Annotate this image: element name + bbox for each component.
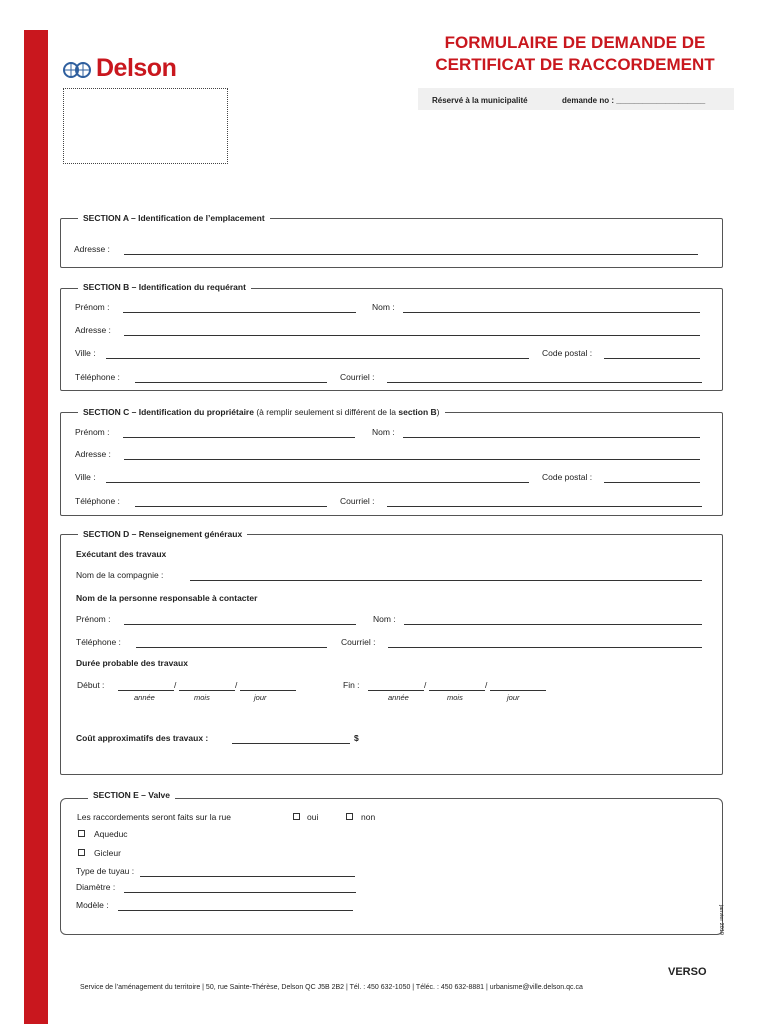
section-c-prenom-field[interactable] xyxy=(123,437,355,438)
section-b-nom-label: Nom : xyxy=(372,302,395,312)
section-b-nom-field[interactable] xyxy=(403,312,700,313)
section-b-telephone-field[interactable] xyxy=(135,382,327,383)
section-d-prenom-field[interactable] xyxy=(124,624,356,625)
section-c-prenom-label: Prénom : xyxy=(75,427,110,437)
stamp-box xyxy=(63,88,228,164)
modele-label: Modèle : xyxy=(76,900,109,910)
debut-annee-caption: année xyxy=(134,693,155,702)
fin-annee-caption: année xyxy=(388,693,409,702)
type-tuyau-field[interactable] xyxy=(140,876,355,877)
section-d-nom-label: Nom : xyxy=(373,614,396,624)
section-d-cout-field[interactable] xyxy=(232,743,350,744)
section-b-code-postal-label: Code postal : xyxy=(542,348,593,358)
section-a-title: SECTION A – Identification de l’emplacement xyxy=(78,212,270,224)
section-b-adresse-label: Adresse : xyxy=(75,325,111,335)
gicleur-label: Gicleur xyxy=(94,848,121,858)
section-d-courriel-field[interactable] xyxy=(388,647,702,648)
fin-mois-field[interactable] xyxy=(429,690,485,691)
type-tuyau-label: Type de tuyau : xyxy=(76,866,135,876)
section-c-nom-field[interactable] xyxy=(403,437,700,438)
section-d-responsable-heading: Nom de la personne responsable à contacter xyxy=(76,593,258,603)
fin-jour-field[interactable] xyxy=(490,690,546,691)
gicleur-checkbox[interactable] xyxy=(78,849,85,856)
verso-label: VERSO xyxy=(668,966,707,978)
section-d-telephone-label: Téléphone : xyxy=(76,637,121,647)
aqueduc-label: Aqueduc xyxy=(94,829,128,839)
section-d-nom-field[interactable] xyxy=(404,624,702,625)
debut-mois-caption: mois xyxy=(194,693,210,702)
section-d-dollar-sign: $ xyxy=(354,733,359,743)
section-b-code-postal-field[interactable] xyxy=(604,358,700,359)
demande-number-field[interactable]: demande no : ____________________ xyxy=(562,96,706,105)
section-b-prenom-label: Prénom : xyxy=(75,302,110,312)
section-d-fin-label: Fin : xyxy=(343,680,360,690)
section-b-ville-field[interactable] xyxy=(106,358,529,359)
section-d-compagnie-field[interactable] xyxy=(190,580,702,581)
section-d-debut-label: Début : xyxy=(77,680,105,690)
non-label: non xyxy=(361,812,376,822)
section-a-adresse-label: Adresse : xyxy=(74,244,110,254)
section-d-courriel-label: Courriel : xyxy=(341,637,376,647)
section-b-prenom-field[interactable] xyxy=(123,312,356,313)
modele-field[interactable] xyxy=(118,910,353,911)
section-d-prenom-label: Prénom : xyxy=(76,614,111,624)
debut-annee-field[interactable] xyxy=(118,690,174,691)
section-c-ville-label: Ville : xyxy=(75,472,96,482)
section-d-cout-label: Coût approximatifs des travaux : xyxy=(76,733,209,743)
diametre-field[interactable] xyxy=(124,892,356,893)
section-c-telephone-field[interactable] xyxy=(135,506,327,507)
logo-text: Delson xyxy=(96,54,177,82)
footer-contact: Service de l’aménagement du territoire | 50, rue Sainte-Thérèse, Delson QC J5B 2B2 | Tél. : 450 632-1050 | Téléc. : 450 632-8881 | urbanisme@ville.delson.qc.ca xyxy=(80,984,583,991)
aqueduc-checkbox[interactable] xyxy=(78,830,85,837)
section-c-title: SECTION C – Identification du propriétaire (à remplir seulement si différent de la section B) xyxy=(78,406,445,418)
section-b-courriel-label: Courriel : xyxy=(340,372,375,382)
section-c-ville-field[interactable] xyxy=(106,482,529,483)
oui-checkbox[interactable] xyxy=(293,813,300,820)
section-b-courriel-field[interactable] xyxy=(387,382,702,383)
section-d-duree-heading: Durée probable des travaux xyxy=(76,658,188,668)
section-c-courriel-label: Courriel : xyxy=(340,496,375,506)
section-c-courriel-field[interactable] xyxy=(387,506,702,507)
diametre-label: Diamètre : xyxy=(76,882,116,892)
red-side-bar xyxy=(24,30,48,1024)
section-d-title: SECTION D – Renseignement généraux xyxy=(78,528,247,540)
section-c-code-postal-field[interactable] xyxy=(604,482,700,483)
section-e-raccordements-label: Les raccordements seront faits sur la rue xyxy=(77,812,232,822)
debut-mois-field[interactable] xyxy=(179,690,235,691)
section-c-telephone-label: Téléphone : xyxy=(75,496,120,506)
section-c-code-postal-label: Code postal : xyxy=(542,472,593,482)
revision-date: janvier 2019 xyxy=(718,905,724,935)
section-c-adresse-label: Adresse : xyxy=(75,449,111,459)
section-d-telephone-field[interactable] xyxy=(136,647,327,648)
section-d-compagnie-label: Nom de la compagnie : xyxy=(76,570,164,580)
section-c-nom-label: Nom : xyxy=(372,427,395,437)
oui-label: oui xyxy=(307,812,319,822)
reserve-label: Réservé à la municipalité xyxy=(432,96,528,105)
debut-jour-caption: jour xyxy=(254,693,267,702)
section-b-adresse-field[interactable] xyxy=(124,335,700,336)
non-checkbox[interactable] xyxy=(346,813,353,820)
form-title: FORMULAIRE DE DEMANDE DE CERTIFICAT DE RACCORDEMENT xyxy=(435,33,715,74)
section-a xyxy=(60,218,723,268)
section-b-telephone-label: Téléphone : xyxy=(75,372,120,382)
section-b-title: SECTION B – Identification du requérant xyxy=(78,281,251,293)
section-a-adresse-field[interactable] xyxy=(124,254,698,255)
section-b-ville-label: Ville : xyxy=(75,348,96,358)
fin-jour-caption: jour xyxy=(507,693,520,702)
fin-mois-caption: mois xyxy=(447,693,463,702)
section-e-title: SECTION E – Valve xyxy=(88,789,175,801)
fin-annee-field[interactable] xyxy=(368,690,424,691)
section-c-adresse-field[interactable] xyxy=(124,459,700,460)
debut-jour-field[interactable] xyxy=(240,690,296,691)
section-d-executant-heading: Exécutant des travaux xyxy=(76,549,167,559)
